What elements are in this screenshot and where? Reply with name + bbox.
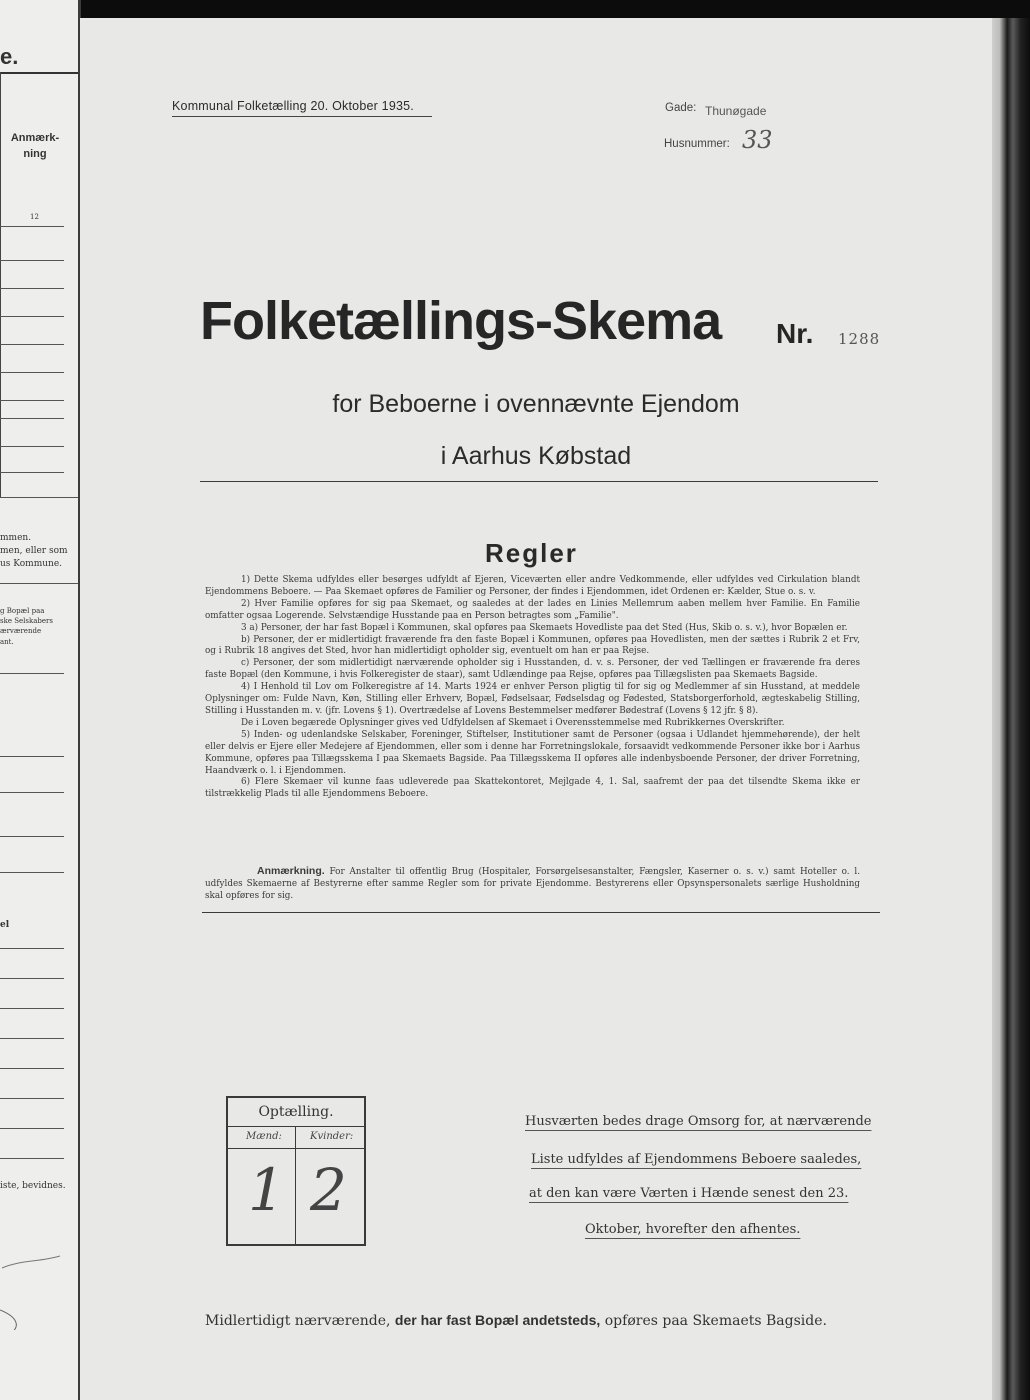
rule-paragraph: De i Loven begærede Oplysninger gives ved Udfyldelsen af Skemaet i Overensstemmelse med Rubrikkernes Overskrifter. [241,717,785,728]
footer-prefix: Midlertidigt nærværende, [205,1313,391,1329]
landlord-instruction-line: Liste udfyldes af Ejendommens Beboere saaledes, [531,1152,862,1167]
count-box-column-divider [295,1126,296,1244]
left-page-row-line [0,344,64,345]
left-page-row-line [0,756,64,757]
left-page-row-line [0,872,64,873]
left-page-column-header: Anmærk- ning [10,132,60,160]
left-page-row-line [0,288,64,289]
form-subtitle-residents: for Beboerne i ovennævnte Ejendom [332,390,740,418]
count-box-title: Optælling. [258,1104,334,1120]
rule-paragraph: c) Personer, der som midlertidigt nærværende opholder sig i Husstanden, d. v. s. Personer, der ved Tællingen er fraværende fra deres faste Bopæl (den Kommune, i hvis Folkeregister de staar), samt Udlændinge paa Rejse, opføres paa Tillægslisten paa Skemaets Bagside. [205,658,860,681]
remark-text: For Anstalter til offentlig Brug (Hospitaler, Forsørgelsesanstalter, Fængsler, Kaserner o. s. v.) samt Hoteller o. l. udfyldes Skemaerne af Bestyrerne efter samme Regler som for private Ejendomme. Bestyrerens eller Opsynspersonalets særlige Husholdning skal opføres for sig. [205,867,860,901]
left-page-row-line [0,836,64,837]
rule-paragraph: 5) Inden- og udenlandske Selskaber, Foreninger, Stiftelser, Institutioner samt de Personer (ogsaa i Udlandet hjemmehørende), der helt eller delvis er Ejere eller Medejere af Ejendommen, eller som i denne har Forretningslokale, forsaavidt vedkommende Personer ikke bor i Aarhus Kommune, opføres paa Tillægsskema I paa Skemaets Bagside. Paa Tillægsskema II opføres alle indenbysboende Personer, der driver Forretning, Haandværk o. l. i Ejendommen. [205,729,860,776]
census-header: Kommunal Folketælling 20. Oktober 1935. [172,99,414,113]
left-page-fragment: ant. [0,638,14,646]
left-page-row-line [0,316,64,317]
footer-note [205,1312,827,1329]
left-page-row-line [0,978,64,979]
count-box [226,1096,366,1246]
left-page-row-line [0,226,64,227]
footer-bold: der har fast Bopæl andetsteds, [394,1312,601,1328]
left-page-row-line [0,1068,64,1069]
left-page-row-line [0,497,78,498]
left-page-row-line [0,446,64,447]
divider-bottom [202,912,880,913]
street-value: Thunøgade [705,104,767,118]
left-page-row-line [0,792,64,793]
left-page-row-line [0,472,64,473]
left-page-signature-scribble [0,1240,78,1330]
left-page-row-line [0,372,64,373]
left-page-column-number: 12 [30,213,39,221]
rules-text [205,575,860,801]
left-page-row-line [0,1158,64,1159]
left-page-row-line [0,1098,64,1099]
rule-paragraph: b) Personer, der er midlertidigt fraværende fra den faste Bopæl i Kommunen, opføres paa Hovedlisten, men der sættes i Rubrik 2 et Frv, og i Rubrik 18 angives det Sted, hvor han midlertidigt opholder sig, eventuelt om han er paa Rejse. [205,634,860,657]
rule-paragraph: 2) Hver Familie opføres for sig paa Skemaet, og saaledes at der lades en Linies Mellemrum aaben mellem hver Familie. En Familie omfatter ogsaa Logerende. Selvstændige Husstande paa en Person betragtes som „Familie". [205,598,860,621]
census-form-page [80,18,992,1400]
rule-paragraph: 6) Flere Skemaer vil kunne faas udleverede paa Skattekontoret, Mejlgade 4, 1. Sal, saafremt der paa det tilsendte Skema ikke er tilstrækkelig Plads til alle Ejendommens Beboere. [205,777,860,800]
left-page-column-line [0,72,1,497]
house-number-value: 33 [742,126,773,154]
footer-suffix: opføres paa Skemaets Bagside. [604,1313,827,1329]
women-count: 2 [310,1156,347,1224]
form-subtitle-city: i Aarhus Købstad [440,442,632,470]
left-page-title-fragment: e. [0,44,19,69]
left-page-fragment: men, eller som [0,546,68,556]
landlord-instruction-line: at den kan være Værten i Hænde senest den 23. [529,1186,849,1201]
left-page-fragment: mmen. [0,533,32,543]
form-number-label: Nr. [776,318,814,349]
left-page-fragment: us Kommune. [0,559,63,569]
census-header-underline [172,116,432,117]
rule-paragraph: 4) I Henhold til Lov om Folkeregistre af 14. Marts 1924 er enhver Person pligtig til for sig og Medlemmer af sin Husstand, at meddele Oplysninger om: Fulde Navn, Køn, Stilling eller Erhverv, Bopæl, Fødselsaar, Fødselsdag og Fødested, Statsborgerforhold, ægteskabelig Stilling, Stilling i Husstanden m. v. (jfr. Lovens § 1). Overtrædelse af Lovens Bestemmelser medfører Bødestraf (Lovens § 12 jfr. § 8). [205,682,860,716]
house-number-label: Husnummer: [664,138,730,150]
rule-paragraph: 3 a) Personer, der har fast Bopæl i Kommunen, skal opføres paa Skemaets Hovedliste paa det Sted (Hus, Skib o. s. v.), hvor Bopælen er. [241,622,848,633]
landlord-instruction-line: Oktober, hvorefter den afhentes. [585,1222,801,1237]
left-page-row-line [0,1008,64,1009]
left-page-fragment: el [0,920,10,930]
left-page-fragment: ske Selskabers [0,617,53,625]
men-count: 1 [248,1156,285,1224]
left-page-fragment: iste, bevidnes. [0,1181,66,1191]
street-label: Gade: [665,102,697,114]
remark-block [205,866,860,903]
left-page-row-line [0,418,64,419]
left-page-rule [0,72,78,74]
left-page-row-line [0,673,64,674]
divider-top [200,481,878,482]
men-label: Mænd: [246,1131,282,1142]
left-page-row-line [0,1038,64,1039]
remark-label: Anmærkning. [257,865,325,877]
form-number-value: 1288 [838,330,881,348]
left-page-row-line [0,583,78,584]
left-adjacent-page [0,0,81,1400]
count-box-rule [228,1148,364,1149]
form-title: Folketællings-Skema [200,291,722,351]
binding-edge [992,18,1030,1400]
left-page-row-line [0,948,64,949]
count-box-rule [228,1126,364,1127]
rules-heading: Regler [485,538,578,568]
left-page-fragment: ærværende [0,627,42,635]
left-page-row-line [0,400,64,401]
left-page-fragment: g Bopæl paa [0,607,45,615]
rule-paragraph: 1) Dette Skema udfyldes eller besørges udfyldt af Ejeren, Viceværten eller andre Vedkommende, eller udfyldes ved Cirkulation blandt Ejendommens Beboere. — Paa Skemaet opføres de Familier og Personer, der findes i Ejendommen, idet Ordenen er: Kælder, Stue o. s. v. [205,575,860,597]
women-label: Kvinder: [310,1131,354,1142]
left-page-row-line [0,260,64,261]
left-page-row-line [0,1128,64,1129]
landlord-instruction-line: Husværten bedes drage Omsorg for, at nærværende [525,1114,872,1129]
